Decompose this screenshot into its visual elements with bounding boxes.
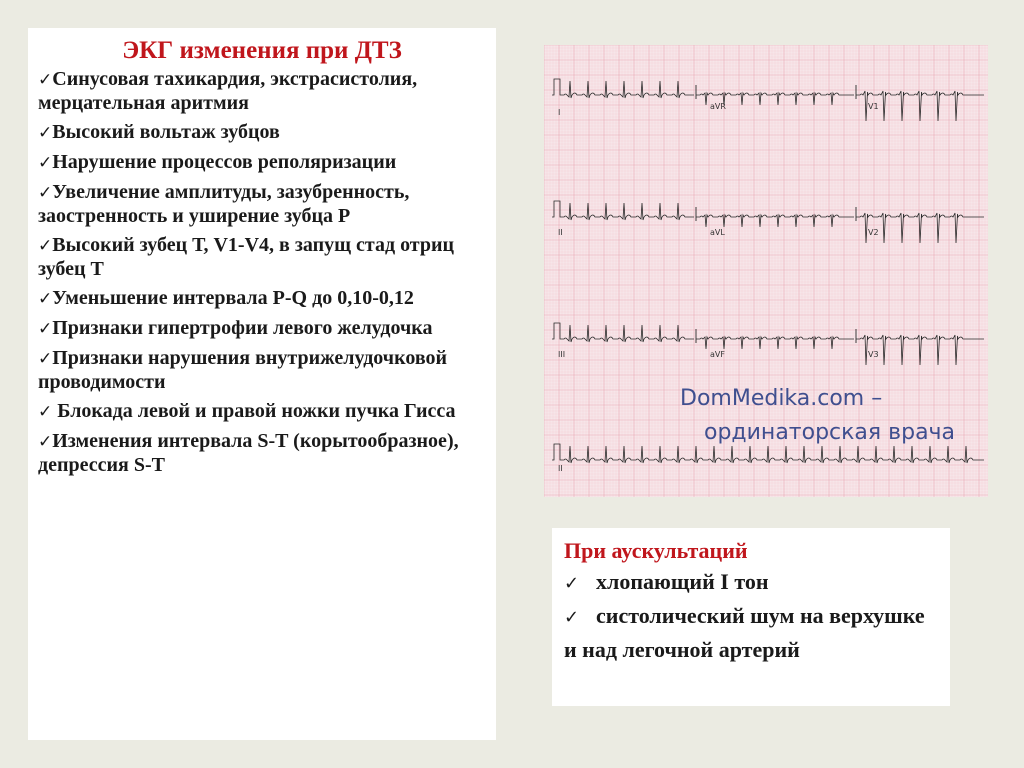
checkmark-icon: ✓ bbox=[38, 183, 53, 203]
watermark-line-2: ординаторская врача bbox=[704, 420, 956, 445]
list-item bbox=[38, 287, 486, 311]
ecg-image bbox=[544, 45, 988, 497]
lead-label-ii: II bbox=[558, 228, 563, 237]
lead-label-avf: aVF bbox=[710, 350, 725, 359]
list-item bbox=[564, 600, 938, 666]
checkmark-icon: ✓ bbox=[38, 289, 53, 309]
list-item bbox=[38, 347, 486, 394]
list-item bbox=[38, 430, 486, 477]
ecg-trace-graphic bbox=[544, 45, 988, 497]
lead-label-v1: V1 bbox=[868, 102, 879, 111]
lead-label-v2: V2 bbox=[868, 228, 879, 237]
list-item-text: Синусовая тахикардия, экстрасистолия, мерцательная аритмия bbox=[38, 68, 418, 114]
auscultation-panel bbox=[552, 528, 950, 706]
checkmark-icon: ✓ bbox=[38, 70, 53, 90]
list-item bbox=[564, 566, 938, 600]
list-item-text: Нарушение процессов реполяризации bbox=[52, 151, 397, 173]
checkmark-icon: ✓ bbox=[38, 432, 53, 452]
checkmark-icon: ✓ bbox=[38, 153, 53, 173]
lead-label-avr: aVR bbox=[710, 102, 726, 111]
list-item bbox=[38, 68, 486, 115]
list-item-text: систолический шум на верхушке и над легочной артерий bbox=[564, 603, 925, 662]
auscultation-title: При аускультаций bbox=[564, 538, 748, 563]
list-item bbox=[38, 234, 486, 281]
checkmark-icon: ✓ bbox=[38, 402, 53, 422]
ecg-lead-labels bbox=[558, 102, 879, 473]
list-item-text: Признаки нарушения внутрижелудочковой проводимости bbox=[38, 347, 448, 393]
list-item-text: Уменьшение интервала P-Q до 0,10-0,12 bbox=[52, 287, 414, 309]
watermark-line-1: DomMedika.com – bbox=[680, 386, 883, 411]
list-item bbox=[38, 317, 486, 341]
list-item-text: Изменения интервала S-T (корытообразное), депрессия S-T bbox=[38, 430, 459, 476]
ecg-lead-trace bbox=[552, 323, 694, 342]
checkmark-icon: ✓ bbox=[38, 123, 53, 143]
ecg-changes-panel bbox=[28, 28, 496, 740]
ecg-lead-trace bbox=[552, 201, 694, 220]
lead-label-avl: aVL bbox=[710, 228, 725, 237]
panel-title: ЭКГ изменения при ДТЗ bbox=[122, 37, 402, 64]
list-item bbox=[38, 400, 486, 424]
lead-label-i: I bbox=[558, 108, 561, 117]
list-item bbox=[38, 151, 486, 175]
checkmark-icon: ✓ bbox=[38, 349, 53, 369]
list-item-text: Высокий вольтаж зубцов bbox=[52, 121, 280, 143]
lead-label-iii: III bbox=[558, 350, 566, 359]
lead-label-v3: V3 bbox=[868, 350, 879, 359]
list-item-text: Блокада левой и правой ножки пучка Гисса bbox=[52, 400, 456, 422]
list-item bbox=[38, 121, 486, 145]
checkmark-icon: ✓ bbox=[38, 319, 53, 339]
list-item-text: Признаки гипертрофии левого желудочка bbox=[52, 317, 433, 339]
list-item-text: Высокий зубец Т, V1-V4, в запущ стад отриц зубец Т bbox=[38, 234, 455, 280]
checkmark-icon: ✓ bbox=[38, 236, 53, 256]
checkmark-icon: ✓ bbox=[564, 607, 580, 628]
ecg-changes-list bbox=[38, 68, 486, 477]
list-item-text: Увеличение амплитуды, зазубренность, заостренность и уширение зубца Р bbox=[38, 181, 410, 227]
checkmark-icon: ✓ bbox=[564, 573, 580, 594]
lead-label-rhythm-ii: II bbox=[558, 464, 563, 473]
list-item-text: хлопающий I тон bbox=[596, 569, 769, 594]
ecg-lead-trace bbox=[552, 79, 694, 98]
list-item bbox=[38, 181, 486, 228]
